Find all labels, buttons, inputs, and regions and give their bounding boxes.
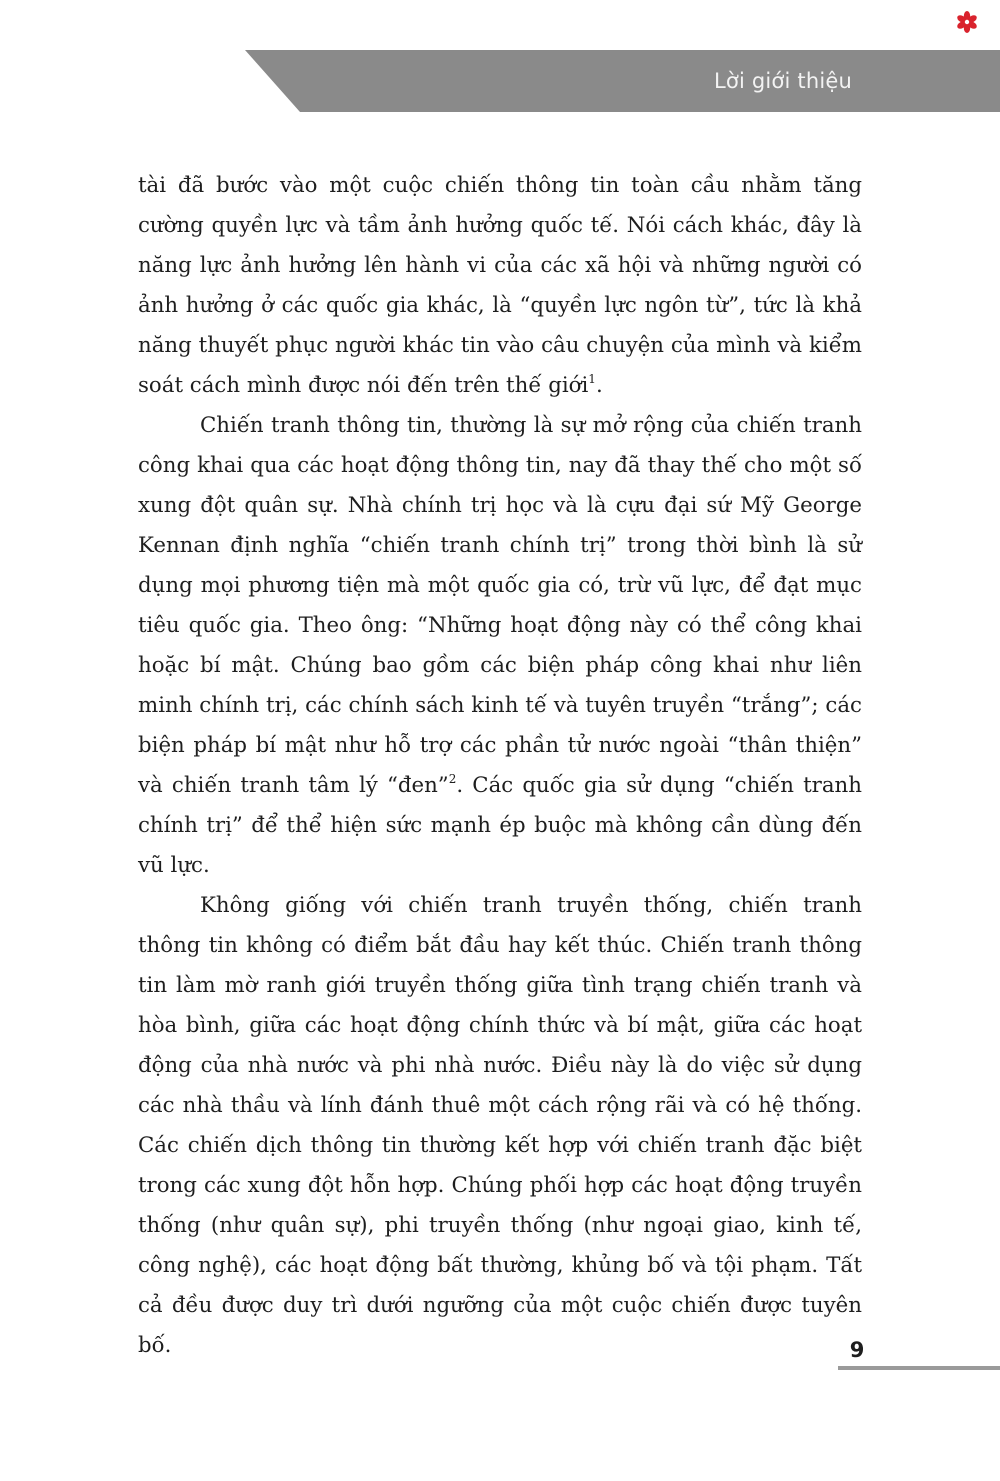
running-header-title: Lời giới thiệu — [714, 69, 852, 93]
footnote-ref-1: 1 — [588, 372, 596, 386]
paragraph-tail: . Các quốc gia sử dụng “chiến tranh chính trị” để thể hiện sức mạnh ép buộc mà không cần dùng đến vũ lực. — [138, 773, 862, 878]
footnote-ref-2: 2 — [448, 772, 457, 786]
paragraph-text: Chiến tranh thông tin, thường là sự mở rộng của chiến tranh công khai qua các hoạt động thông tin, nay đã thay thế cho một số xung đột quân sự. Nhà chính trị học và là cựu đại sứ Mỹ George Kennan định nghĩa “chiến tranh chính trị” trong thời bình là sử dụng mọi phương tiện mà một quốc gia có, trừ vũ lực, để đạt mục tiêu quốc gia. Theo ông: “Những hoạt động này có thể công khai hoặc bí mật. Chúng bao gồm các biện pháp công khai như liên minh chính trị, các chính sách kinh tế và tuyên truyền “trắng”; các biện pháp bí mật như hỗ trợ các phần tử nước ngoài “thân thiện” và chiến tranh tâm lý “đen” — [138, 413, 862, 798]
red-flower-icon — [955, 10, 979, 34]
paragraph-3 — [138, 886, 862, 1366]
paragraph-1 — [138, 166, 862, 406]
paragraph-tail: . — [595, 373, 603, 398]
paragraph-text: tài đã bước vào một cuộc chiến thông tin toàn cầu nhằm tăng cường quyền lực và tầm ảnh hưởng quốc tế. Nói cách khác, đây là năng lực ảnh hưởng lên hành vi của các xã hội và những người có ảnh hưởng ở các quốc gia khác, là “quyền lực ngôn từ”, tức là khả năng thuyết phục người khác tin vào câu chuyện của mình và kiểm soát cách mình được nói đến trên thế giới — [138, 173, 862, 398]
page-number: 9 — [849, 1338, 865, 1362]
page-number-rule — [838, 1366, 1000, 1370]
paragraph-text: Không giống với chiến tranh truyền thống, chiến tranh thông tin không có điểm bắt đầu hay kết thúc. Chiến tranh thông tin làm mờ ranh giới truyền thống giữa tình trạng chiến tranh và hòa bình, giữa các hoạt động chính thức và bí mật, giữa các hoạt động của nhà nước và phi nhà nước. Điều này là do việc sử dụng các nhà thầu và lính đánh thuê một cách rộng rãi và có hệ thống. Các chiến dịch thông tin thường kết hợp với chiến tranh đặc biệt trong các xung đột hỗn hợp. Chúng phối hợp các hoạt động truyền thống (như quân sự), phi truyền thống (như ngoại giao, kinh tế, công nghệ), các hoạt động bất thường, khủng bố và tội phạm. Tất cả đều được duy trì dưới ngưỡng của một cuộc chiến được tuyên bố. — [138, 893, 862, 1358]
body-text — [138, 166, 862, 1366]
paragraph-2 — [138, 406, 862, 886]
